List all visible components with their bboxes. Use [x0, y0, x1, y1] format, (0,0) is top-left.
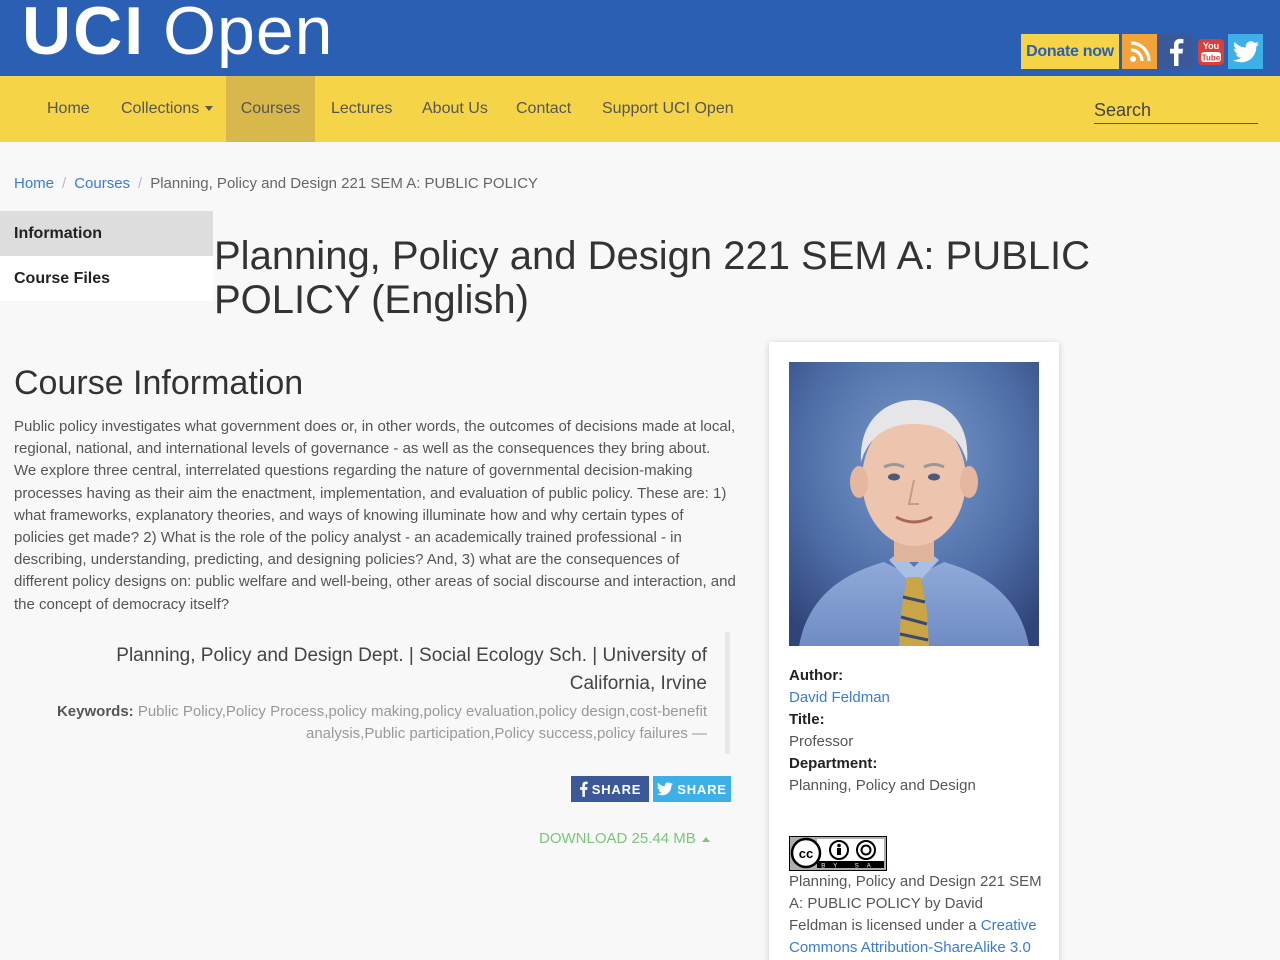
download-label: DOWNLOAD 25.44 MB	[539, 830, 696, 847]
creative-commons-badge-icon[interactable]	[789, 836, 887, 871]
main-nav	[0, 76, 1280, 142]
youtube-icon[interactable]	[1193, 34, 1228, 69]
twitter-share-label: SHARE	[677, 781, 727, 797]
twitter-icon[interactable]	[1228, 34, 1263, 69]
author-photo	[789, 362, 1039, 646]
nav-home[interactable]: Home	[47, 100, 90, 117]
author-card	[769, 342, 1059, 960]
facebook-share-label: SHARE	[591, 781, 642, 797]
title-label: Title:	[789, 711, 825, 728]
svg-text:Tube: Tube	[1201, 53, 1220, 62]
keywords	[40, 701, 707, 745]
tab-information[interactable]: Information	[0, 211, 213, 256]
breadcrumb-current: Planning, Policy and Design 221 SEM A: PUBLIC POLICY	[150, 175, 538, 192]
author-info	[789, 665, 1044, 797]
breadcrumb-home[interactable]: Home	[14, 175, 55, 192]
nav-contact[interactable]: Contact	[516, 100, 572, 117]
site-logo[interactable]	[22, 0, 333, 76]
caret-up-icon	[702, 837, 710, 842]
chevron-down-icon	[205, 106, 213, 111]
nav-collections[interactable]	[121, 76, 213, 142]
logo-uci: UCI	[22, 0, 146, 69]
rss-icon[interactable]	[1122, 34, 1157, 69]
twitter-icon	[657, 782, 673, 796]
course-description: Public policy investigates what government does or, in other words, the outcomes of decisions made at local, regional, national, and international levels of governance - as well as the consequences they bring about. We explore three central, interrelated questions regarding the nature of governmental decision-making processes having as their aim the enactment, implementation, and evaluation of public policy. These are: 1) what frameworks, explanatory theories, and ways of knowing illuminate how and why certain types of policies get made? 2) What is the role of the policy analyst - an academically trained professional - in describing, understanding, predicting, and designing policies? And, 3) what are the consequences of different policy designs on: public welfare and well-being, other areas of social discourse and interaction, and the concept of democracy itself?	[14, 418, 736, 613]
department-line: Planning, Policy and Design Dept. | Social Ecology Sch. | University of California, Irvine	[116, 645, 707, 694]
donate-button[interactable]: Donate now	[1021, 34, 1119, 69]
department-value: Planning, Policy and Design	[789, 777, 976, 794]
department-label: Department:	[789, 755, 878, 772]
download-button[interactable]	[539, 830, 710, 847]
course-meta-block	[40, 632, 730, 754]
section-heading: Course Information	[14, 364, 304, 402]
author-name-link[interactable]: David Feldman	[789, 689, 890, 706]
facebook-icon[interactable]	[1158, 34, 1193, 69]
keywords-list: Public Policy,Policy Process,policy making,policy evaluation,policy design,cost-benefit analysis,Public participation,Policy success,policy failures —	[137, 703, 707, 742]
logo-open: Open	[163, 0, 334, 69]
breadcrumb-separator: /	[138, 175, 143, 192]
facebook-share-button[interactable]	[571, 776, 649, 802]
title-value: Professor	[789, 733, 854, 750]
nav-support[interactable]: Support UCI Open	[602, 100, 734, 117]
nav-lectures[interactable]: Lectures	[331, 100, 393, 117]
nav-courses[interactable]: Courses	[226, 76, 315, 142]
search-input[interactable]	[1094, 98, 1258, 124]
breadcrumb	[14, 175, 538, 192]
tab-course-files[interactable]: Course Files	[0, 256, 213, 301]
page-title: Planning, Policy and Design 221 SEM A: PUBLIC POLICY (English)	[214, 234, 1091, 322]
breadcrumb-courses[interactable]: Courses	[74, 175, 131, 192]
license-prefix: Planning, Policy and Design 221 SEM A: PUBLIC POLICY by David Feldman is licensed under a	[789, 873, 1042, 934]
svg-text:cc: cc	[798, 846, 814, 861]
author-label: Author:	[789, 667, 844, 684]
nav-collections-label: Collections	[121, 100, 200, 117]
facebook-icon	[579, 781, 588, 797]
license-text	[789, 871, 1044, 959]
license-link[interactable]: Creative Commons Attribution-ShareAlike 3.0	[789, 917, 1037, 956]
keywords-label: Keywords:	[56, 703, 134, 720]
svg-text:You: You	[1202, 40, 1219, 51]
cc-badge-text: BY SA	[821, 863, 879, 870]
nav-about-us[interactable]: About Us	[422, 100, 488, 117]
twitter-share-button[interactable]	[653, 776, 731, 802]
breadcrumb-separator: /	[62, 175, 67, 192]
